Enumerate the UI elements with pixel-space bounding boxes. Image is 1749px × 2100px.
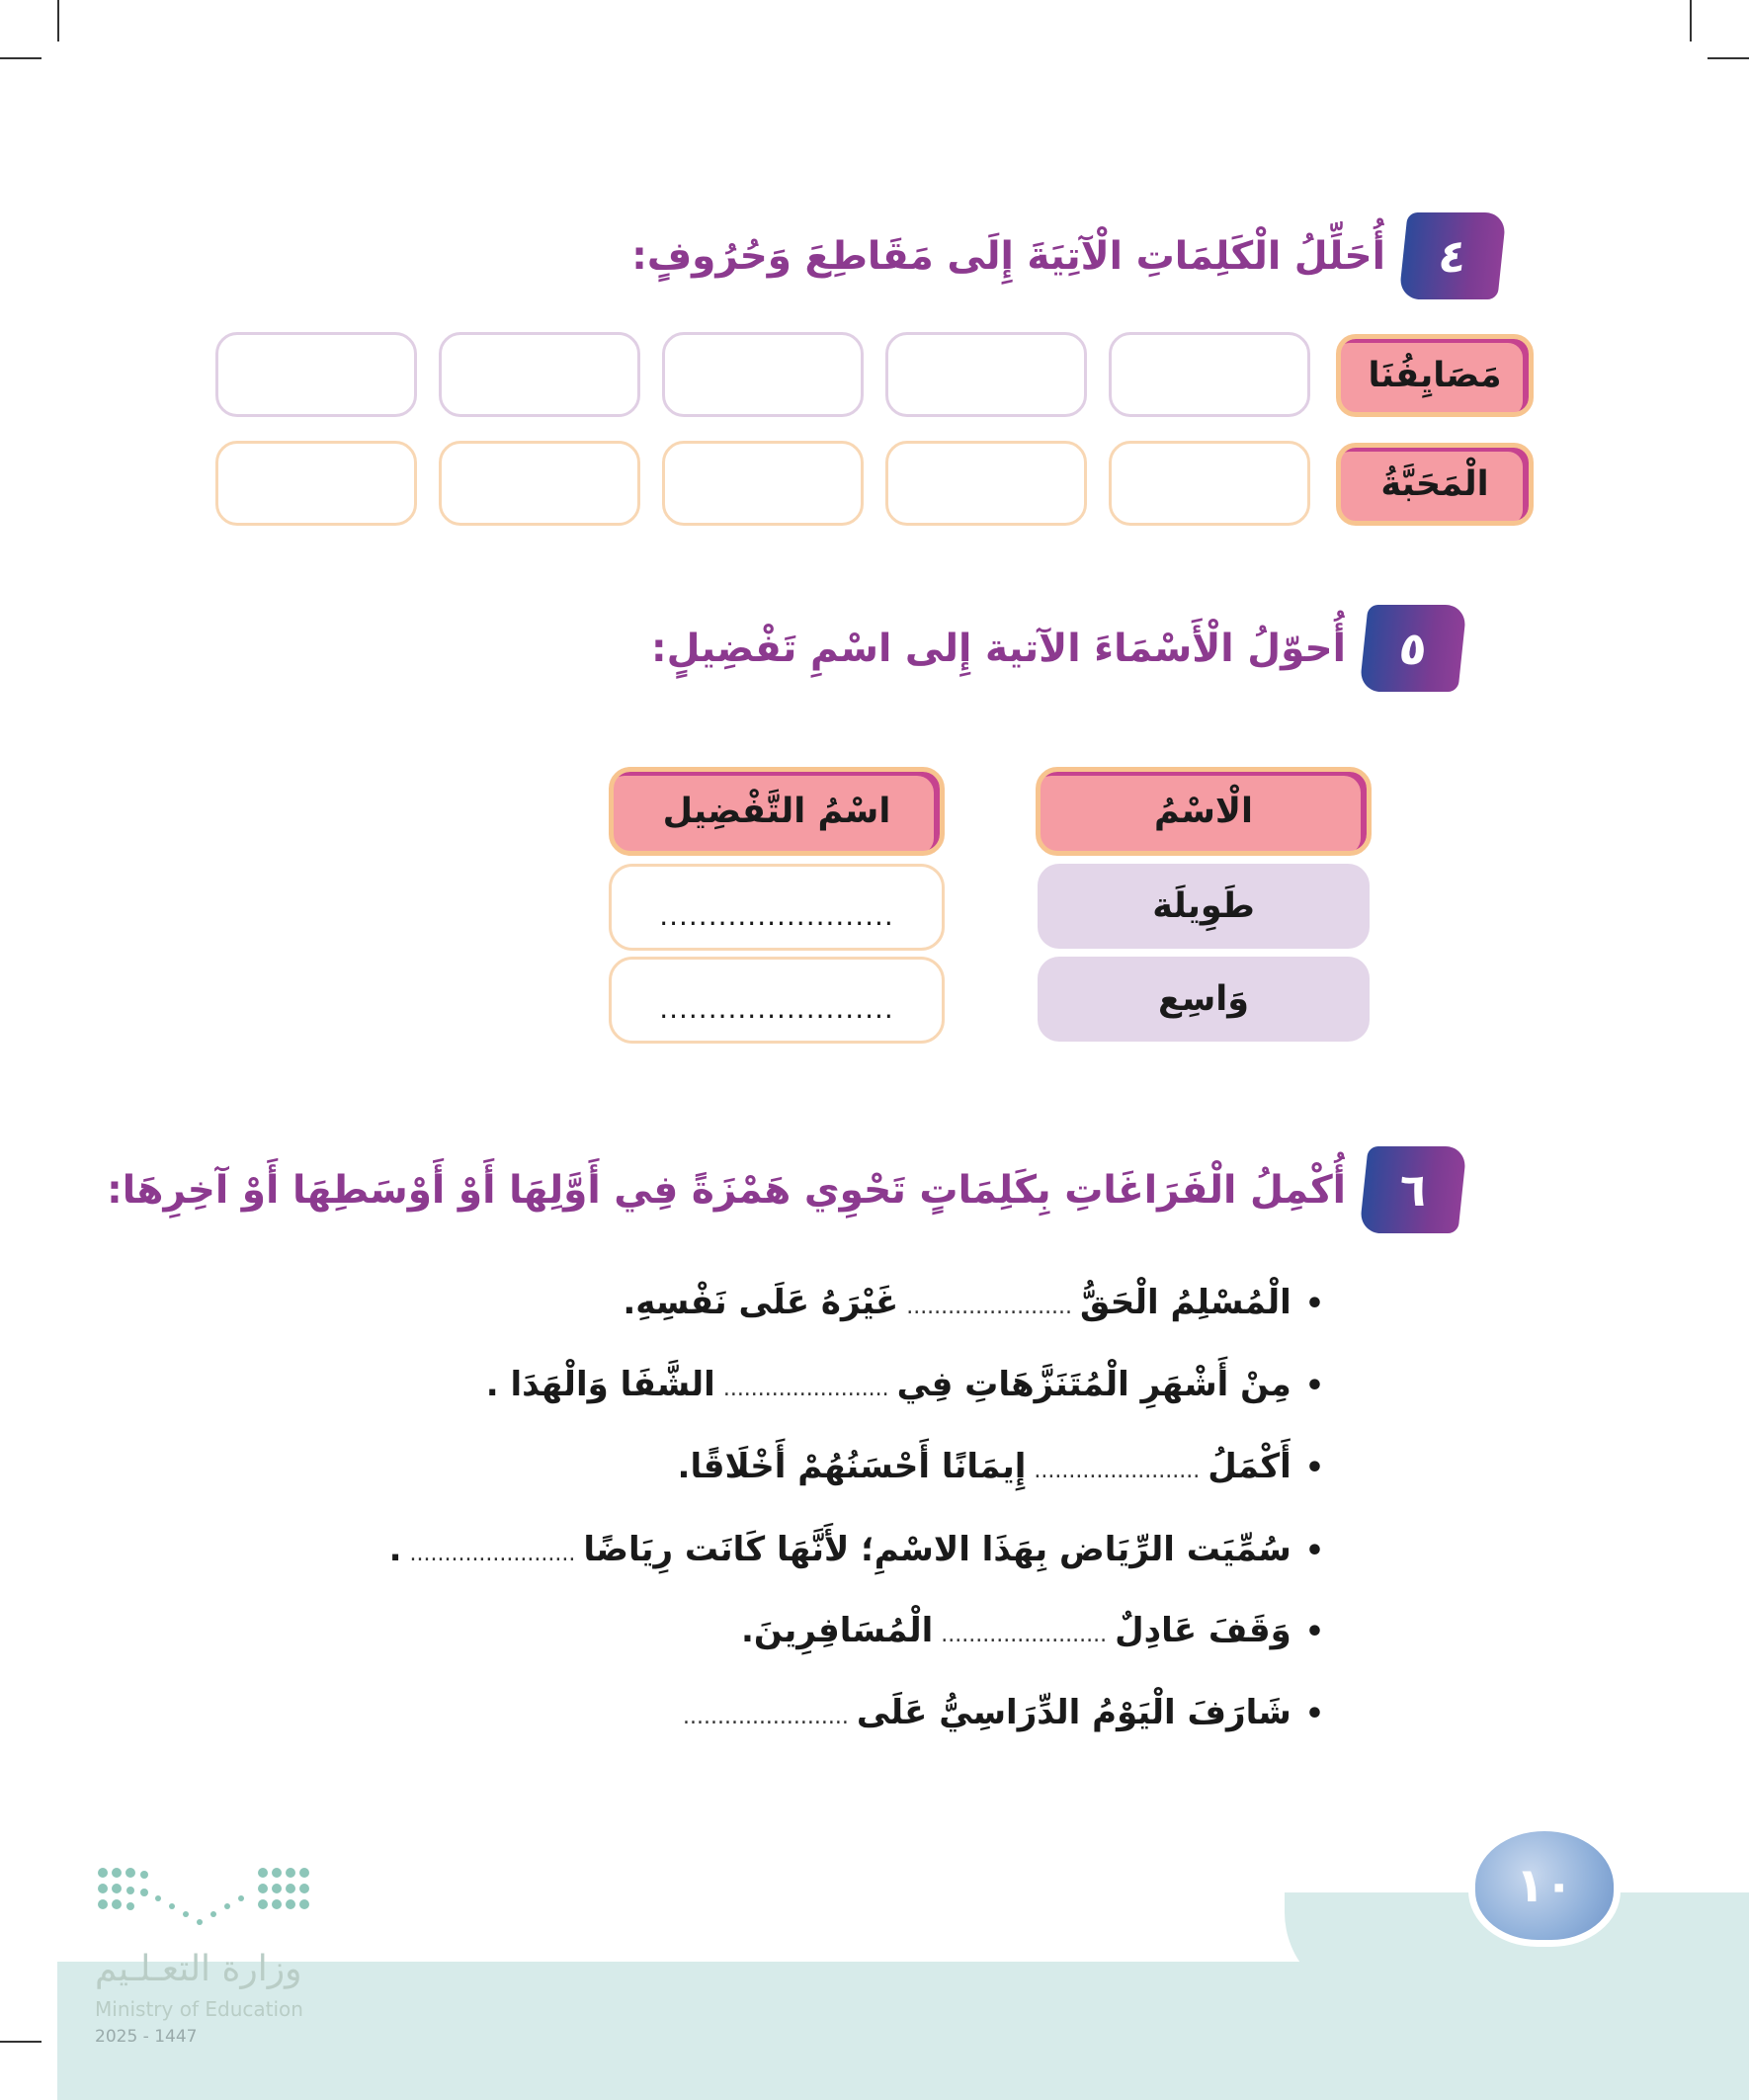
exercise-5-number: ٥ — [1359, 605, 1466, 692]
superlative-answer-field[interactable]: ........................ — [609, 957, 945, 1044]
syllable-cell[interactable] — [1109, 332, 1310, 417]
syllable-cell[interactable] — [885, 441, 1087, 526]
sentence-part: مِنْ أَشْهَرِ الْمُتَنَزَّهَاتِ فِي — [896, 1365, 1291, 1404]
bullet: • — [1304, 1369, 1324, 1403]
ministry-name-arabic: وزارة التعـلـيم — [95, 1949, 302, 1989]
sentence-part: الْمُسَافِرِينَ. — [741, 1611, 934, 1650]
exercise-6-title: أُكْمِلُ الْفَرَاغَاتِ بِكَلِمَاتٍ تَحْوِي هَمْزَةً فِي أَوَّلِهَا أَوْ أَوْسَطِهَا أَوْ آخِرِهَا: — [107, 1167, 1346, 1213]
edition-year: 2025 - 1447 — [95, 2027, 198, 2047]
crop-mark — [57, 0, 59, 42]
crop-mark — [1707, 57, 1749, 59]
syllable-cell[interactable] — [662, 441, 864, 526]
syllable-cell[interactable] — [885, 332, 1087, 417]
noun-cell: وَاسِع — [1038, 957, 1370, 1042]
sentence-item — [741, 1611, 1324, 1650]
exercise-6-number: ٦ — [1359, 1146, 1466, 1233]
column-header-name: الْاسْمُ — [1036, 767, 1372, 856]
blank-field[interactable]: ........................ — [1034, 1459, 1201, 1483]
crop-mark — [1690, 0, 1692, 42]
ministry-logo-icon — [95, 1863, 312, 1942]
blank-field[interactable]: ........................ — [683, 1705, 849, 1729]
exercise-4-title: أُحَلِّلُ الْكَلِمَاتِ الْآتِيَةَ إِلَى مَقَاطِعَ وَحُرُوفٍ: — [631, 233, 1385, 279]
blank-field[interactable]: ........................ — [941, 1623, 1108, 1647]
sentence-part: إِيمَانًا أَحْسَنُهُمْ أَخْلَاقًا. — [677, 1447, 1027, 1486]
bullet: • — [1304, 1534, 1324, 1568]
sentence-item — [623, 1283, 1324, 1322]
exercise-4-number: ٤ — [1398, 212, 1506, 299]
bullet: • — [1304, 1287, 1324, 1321]
noun-cell: طَوِيلَة — [1038, 864, 1370, 949]
sentence-part: أَكْمَلُ — [1208, 1447, 1291, 1486]
crop-mark — [0, 57, 42, 59]
sentence-item — [678, 1447, 1324, 1486]
sentence-part: شَارَفَ الْيَوْمُ الدِّرَاسِيُّ عَلَى — [856, 1693, 1291, 1732]
sentence-part: الشَّفَا وَالْهَدَا . — [485, 1365, 715, 1404]
syllable-cell[interactable] — [439, 332, 640, 417]
sentence-part: وَقَفَ عَادِلٌ — [1115, 1611, 1291, 1650]
word-label: مَصَايِفُنَا — [1336, 334, 1534, 417]
page-number: ١٠ — [1468, 1824, 1621, 1947]
sentence-item — [389, 1530, 1324, 1569]
syllable-cell[interactable] — [1109, 441, 1310, 526]
syllable-cell[interactable] — [215, 441, 417, 526]
sentence-item — [675, 1693, 1324, 1732]
bullet: • — [1304, 1615, 1324, 1649]
word-label: الْمَحَبَّةُ — [1336, 443, 1534, 526]
exercise-6-header — [107, 1146, 1462, 1233]
ministry-name-english: Ministry of Education — [95, 1997, 303, 2021]
syllable-cell[interactable] — [662, 332, 864, 417]
sentence-part: غَيْرَهُ عَلَى نَفْسِهِ. — [623, 1283, 899, 1322]
bullet: • — [1304, 1451, 1324, 1485]
syllable-cell[interactable] — [215, 332, 417, 417]
blank-field[interactable]: ........................ — [409, 1542, 576, 1566]
exercise-5-header — [651, 605, 1462, 692]
column-header-superlative: اسْمُ التَّفْضِيل — [609, 767, 945, 856]
blank-field[interactable]: ........................ — [906, 1295, 1073, 1319]
exercise-4-header — [631, 212, 1502, 299]
sentence-part: سُمِّيَت الرِّيَاض بِهَذَا الاسْمِ؛ لأَنَّهَا كَانَت رِيَاضًا — [583, 1530, 1291, 1569]
sentence-part: الْمُسْلِمُ الْحَقُّ — [1080, 1283, 1291, 1322]
blank-field[interactable]: ........................ — [722, 1377, 889, 1401]
exercise-5-title: أُحوّلُ الْأَسْمَاءَ الآتية إِلى اسْمِ تَفْضِيلٍ: — [650, 626, 1346, 671]
bullet: • — [1304, 1697, 1324, 1731]
sentence-part: . — [388, 1530, 402, 1569]
syllable-cell[interactable] — [439, 441, 640, 526]
sentence-item — [486, 1365, 1324, 1404]
crop-mark — [0, 2041, 42, 2043]
superlative-answer-field[interactable]: ........................ — [609, 864, 945, 951]
